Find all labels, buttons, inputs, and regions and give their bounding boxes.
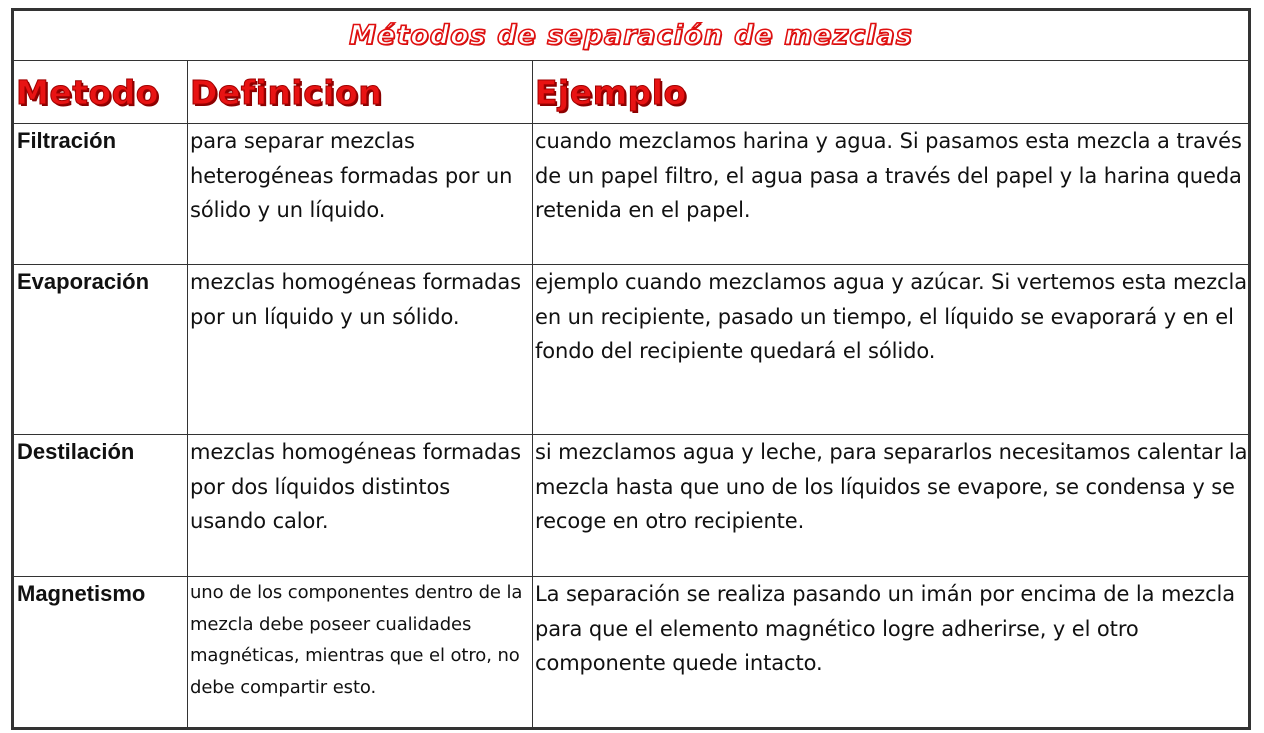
table-row [14, 265, 1249, 435]
definition-cell [188, 435, 533, 577]
table-header-row [14, 61, 1249, 124]
example-cell [533, 265, 1249, 435]
method-cell [14, 124, 188, 265]
definition-cell [188, 577, 533, 728]
header-definition: Definicion [190, 72, 383, 112]
method-example: La separación se realiza pasando un imán por encima de la mezcla para que el elemento magnético logre adherirse, y el otro componente quede intacto. [535, 582, 1236, 675]
table-title-cell [14, 11, 1249, 61]
method-example: ejemplo cuando mezclamos agua y azúcar. Si vertemos esta mezcla en un recipiente, pasado un tiempo, el líquido se evaporará y en el fondo del recipiente quedará el sólido. [535, 270, 1247, 363]
example-cell [533, 577, 1249, 728]
method-definition: mezclas homogéneas formadas por un líquido y un sólido. [190, 270, 521, 329]
table-row [14, 124, 1249, 265]
method-name: Destilación [17, 439, 135, 464]
method-definition: para separar mezclas heterogéneas formadas por un sólido y un líquido. [190, 129, 513, 222]
method-name: Evaporación [17, 269, 150, 294]
method-example: cuando mezclamos harina y agua. Si pasamos esta mezcla a través de un papel filtro, el agua pasa a través del papel y la harina queda retenida en el papel. [535, 129, 1242, 222]
table-row [14, 577, 1249, 728]
header-cell-example [533, 61, 1249, 124]
table-row [14, 435, 1249, 577]
method-cell [14, 577, 188, 728]
method-name: Filtración [17, 128, 117, 153]
header-cell-method [14, 61, 188, 124]
separation-methods-table-frame [11, 8, 1251, 730]
definition-cell [188, 265, 533, 435]
example-cell [533, 124, 1249, 265]
method-definition: mezclas homogéneas formadas por dos líquidos distintos usando calor. [190, 440, 521, 533]
method-definition: uno de los componentes dentro de la mezcla debe poseer cualidades magnéticas, mientras que el otro, no debe compartir esto. [190, 582, 523, 698]
method-cell [14, 435, 188, 577]
example-cell [533, 435, 1249, 577]
definition-cell [188, 124, 533, 265]
table-title: Métodos de separación de mezclas [349, 19, 913, 51]
header-cell-definition [188, 61, 533, 124]
method-example: si mezclamos agua y leche, para separarlos necesitamos calentar la mezcla hasta que uno de los líquidos se evapore, se condensa y se recoge en otro recipiente. [535, 440, 1248, 533]
method-name: Magnetismo [17, 581, 146, 606]
header-method: Metodo [16, 72, 159, 112]
header-example: Ejemplo [535, 72, 687, 112]
method-cell [14, 265, 188, 435]
separation-methods-table [13, 10, 1249, 728]
